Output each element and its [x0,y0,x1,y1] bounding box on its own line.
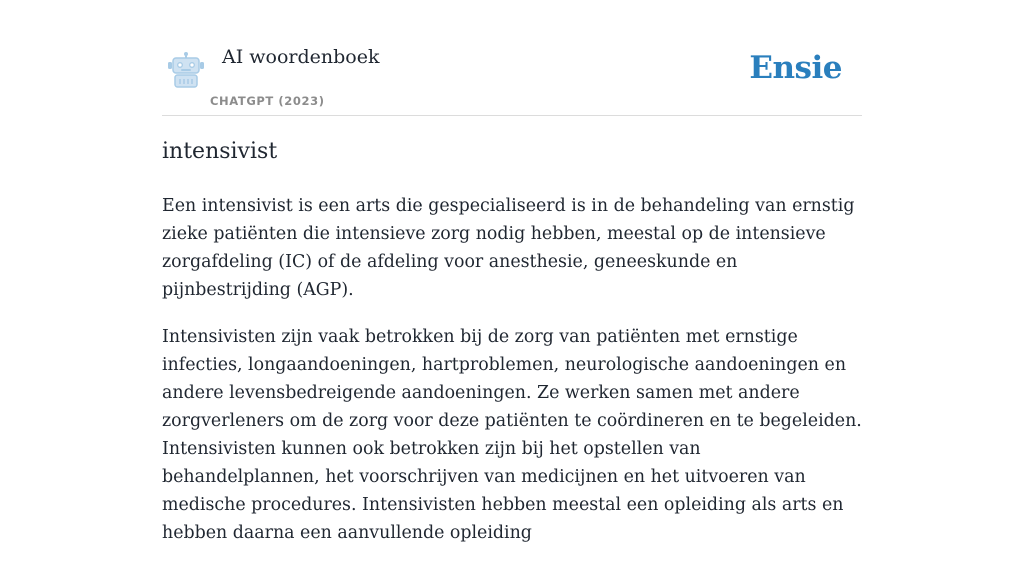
entry-term: intensivist [162,139,278,164]
definition-paragraph: Een intensivist is een arts die gespecialiseerd is in de behandeling van ernstig zieke patiënten die intensieve zorg nodig hebben, meestal op de intensieve zorgafdeling (IC) of de afdeling voor anesthesie, geneeskunde en pijnbestrijding (AGP). [162,196,855,300]
source-header [162,30,862,116]
source-subtitle: CHATGPT (2023) [210,94,325,108]
definition-paragraph: Intensivisten zijn vaak betrokken bij de zorg van patiënten met ernstige infecties, longaandoeningen, hartproblemen, neurologische aandoeningen en andere levensbedreigende aandoeningen. Ze werken samen met andere zorgverleners om de zorg voor deze patiënten te coördineren en te begeleiden. Intensivisten kunnen ook betrokken zijn bij het opstellen van behandelplannen, het voorschrijven van medicijnen en het uitvoeren van medische procedures. Intensivisten hebben meestal een opleiding als arts en hebben daarna een aanvullende opleiding [162,327,862,543]
brand-logo[interactable]: Ensie [749,50,842,86]
source-title[interactable]: AI woordenboek [222,46,380,68]
entry-definition [162,192,862,566]
robot-icon [166,52,206,88]
